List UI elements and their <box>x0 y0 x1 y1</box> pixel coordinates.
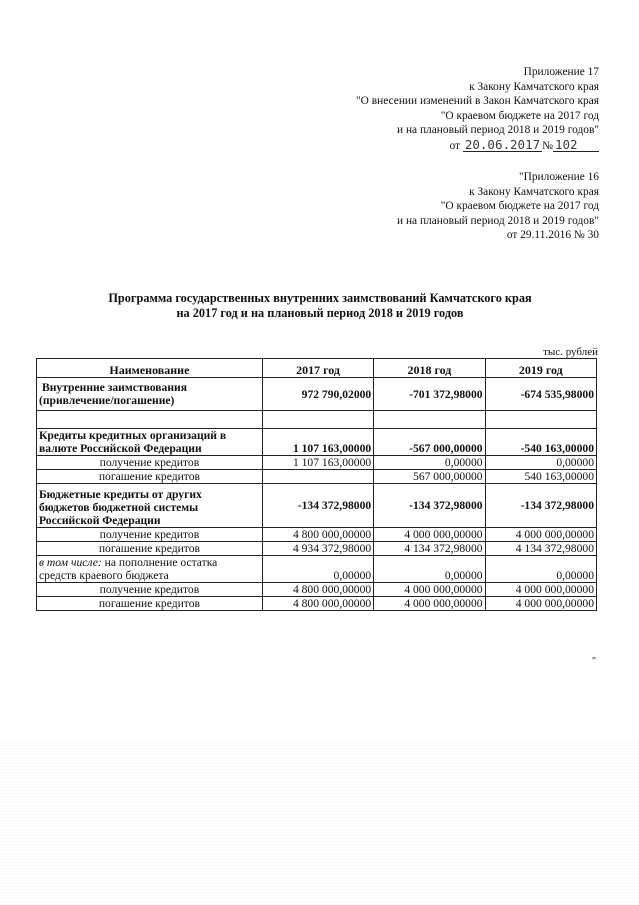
row-label <box>37 556 263 583</box>
value-cell: 4 134 372,98000 <box>485 542 596 556</box>
borrowing-table <box>36 358 597 611</box>
row-label <box>37 429 263 456</box>
handwritten-date: 20.06.2017 <box>464 136 541 152</box>
row-label <box>37 378 263 411</box>
handwritten-number: 102 <box>553 138 599 152</box>
title-line-2: на 2017 год и на плановый период 2018 и 2019 годов <box>176 306 464 320</box>
value-cell: 0,00000 <box>374 556 485 583</box>
header-line: "Приложение 16 <box>518 171 599 183</box>
value-cell: 4 000 000,00000 <box>485 528 596 542</box>
row-label-line: (привлечение/погашение) <box>39 394 175 407</box>
header-line: Приложение 17 <box>523 66 599 78</box>
column-header: 2017 год <box>262 359 373 378</box>
value-cell <box>262 470 373 484</box>
row-label-line: Внутренние заимствования <box>42 381 187 394</box>
header-line: "О краевом бюджете на 2017 год <box>440 109 599 122</box>
empty-cell <box>262 411 373 429</box>
value-cell: -540 163,00000 <box>485 429 596 456</box>
value-cell: 1 107 163,00000 <box>262 456 373 470</box>
table-row-total <box>37 378 597 411</box>
table-row-including-repay <box>37 597 597 611</box>
appendix-header-previous <box>397 170 599 243</box>
row-label: погашение кредитов <box>37 597 263 611</box>
header-line: "О краевом бюджете на 2017 год <box>440 200 599 212</box>
row-label-line: Российской Федерации <box>39 514 161 527</box>
header-line: и на плановый период 2018 и 2019 годов" <box>397 124 599 136</box>
value-cell: -134 372,98000 <box>262 484 373 528</box>
value-cell: 4 000 000,00000 <box>374 528 485 542</box>
column-header: 2019 год <box>485 359 596 378</box>
table-row-budget-credits-repay <box>37 542 597 556</box>
table-row-credit-org <box>37 429 597 456</box>
row-label <box>37 484 263 528</box>
value-cell: 4 800 000,00000 <box>262 528 373 542</box>
value-cell: 4 000 000,00000 <box>374 597 485 611</box>
table-row-spacer <box>37 411 597 429</box>
table-row-including-receive <box>37 583 597 597</box>
table-row-budget-credits <box>37 484 597 528</box>
header-line: к Закону Камчатского края <box>469 185 599 198</box>
row-label: погашение кредитов <box>37 542 263 556</box>
table-row-credit-org-receive <box>37 456 597 470</box>
number-sign: № <box>542 139 553 152</box>
header-line: к Закону Камчатского края <box>469 80 599 93</box>
table-row-credit-org-repay <box>37 470 597 484</box>
header-line: от 29.11.2016 № 30 <box>506 229 599 241</box>
scan-artifact <box>0 740 639 905</box>
row-label-line: средств краевого бюджета <box>39 569 169 582</box>
value-cell: 0,00000 <box>262 556 373 583</box>
value-cell: 4 800 000,00000 <box>262 583 373 597</box>
column-header: Наименование <box>37 359 263 378</box>
row-label-line: валюте Российской Федерации <box>39 442 202 455</box>
value-cell: -134 372,98000 <box>374 484 485 528</box>
table-row-budget-credits-receive <box>37 528 597 542</box>
header-line: и на плановый период 2018 и 2019 годов" <box>397 214 599 227</box>
row-label-line: Кредиты кредитных организаций в <box>39 429 227 442</box>
document-title <box>60 291 580 321</box>
column-header: 2018 год <box>374 359 485 378</box>
value-cell: 4 000 000,00000 <box>485 597 596 611</box>
date-prefix: от <box>449 139 460 152</box>
value-cell: 972 790,02000 <box>262 378 373 411</box>
row-label-line: Бюджетные кредиты от других <box>39 488 202 501</box>
table-header-row <box>37 359 597 378</box>
value-cell: -567 000,00000 <box>374 429 485 456</box>
value-cell: -674 535,98000 <box>485 378 596 411</box>
header-line: "О внесении изменений в Закон Камчатского края <box>356 95 599 107</box>
value-cell: 4 800 000,00000 <box>262 597 373 611</box>
law-date-number <box>449 138 599 154</box>
value-cell: 0,00000 <box>485 456 596 470</box>
value-cell: 4 000 000,00000 <box>374 583 485 597</box>
units-label: тыс. рублей <box>543 346 598 358</box>
value-cell: 4 000 000,00000 <box>485 583 596 597</box>
appendix-header-current <box>356 65 599 153</box>
value-cell: 567 000,00000 <box>374 470 485 484</box>
value-cell: 4 134 372,98000 <box>374 542 485 556</box>
empty-cell <box>485 411 596 429</box>
table-row-including <box>37 556 597 583</box>
value-cell: 540 163,00000 <box>485 470 596 484</box>
title-line-1: Программа государственных внутренних заимствований Камчатского края <box>108 291 532 305</box>
value-cell: 0,00000 <box>374 456 485 470</box>
closing-quote: " <box>592 656 597 667</box>
row-label-line <box>39 556 260 569</box>
value-cell: 4 934 372,98000 <box>262 542 373 556</box>
row-label: получение кредитов <box>37 583 263 597</box>
empty-cell <box>374 411 485 429</box>
value-cell: 1 107 163,00000 <box>262 429 373 456</box>
row-label: погашение кредитов <box>37 470 263 484</box>
empty-cell <box>37 411 263 429</box>
value-cell: 0,00000 <box>485 556 596 583</box>
row-label-line: бюджетов бюджетной системы <box>39 501 199 514</box>
row-label: получение кредитов <box>37 456 263 470</box>
value-cell: -701 372,98000 <box>374 378 485 411</box>
including-text: на пополнение остатка <box>101 556 218 569</box>
row-label: получение кредитов <box>37 528 263 542</box>
value-cell: -134 372,98000 <box>485 484 596 528</box>
including-prefix: в том числе: <box>39 556 102 569</box>
